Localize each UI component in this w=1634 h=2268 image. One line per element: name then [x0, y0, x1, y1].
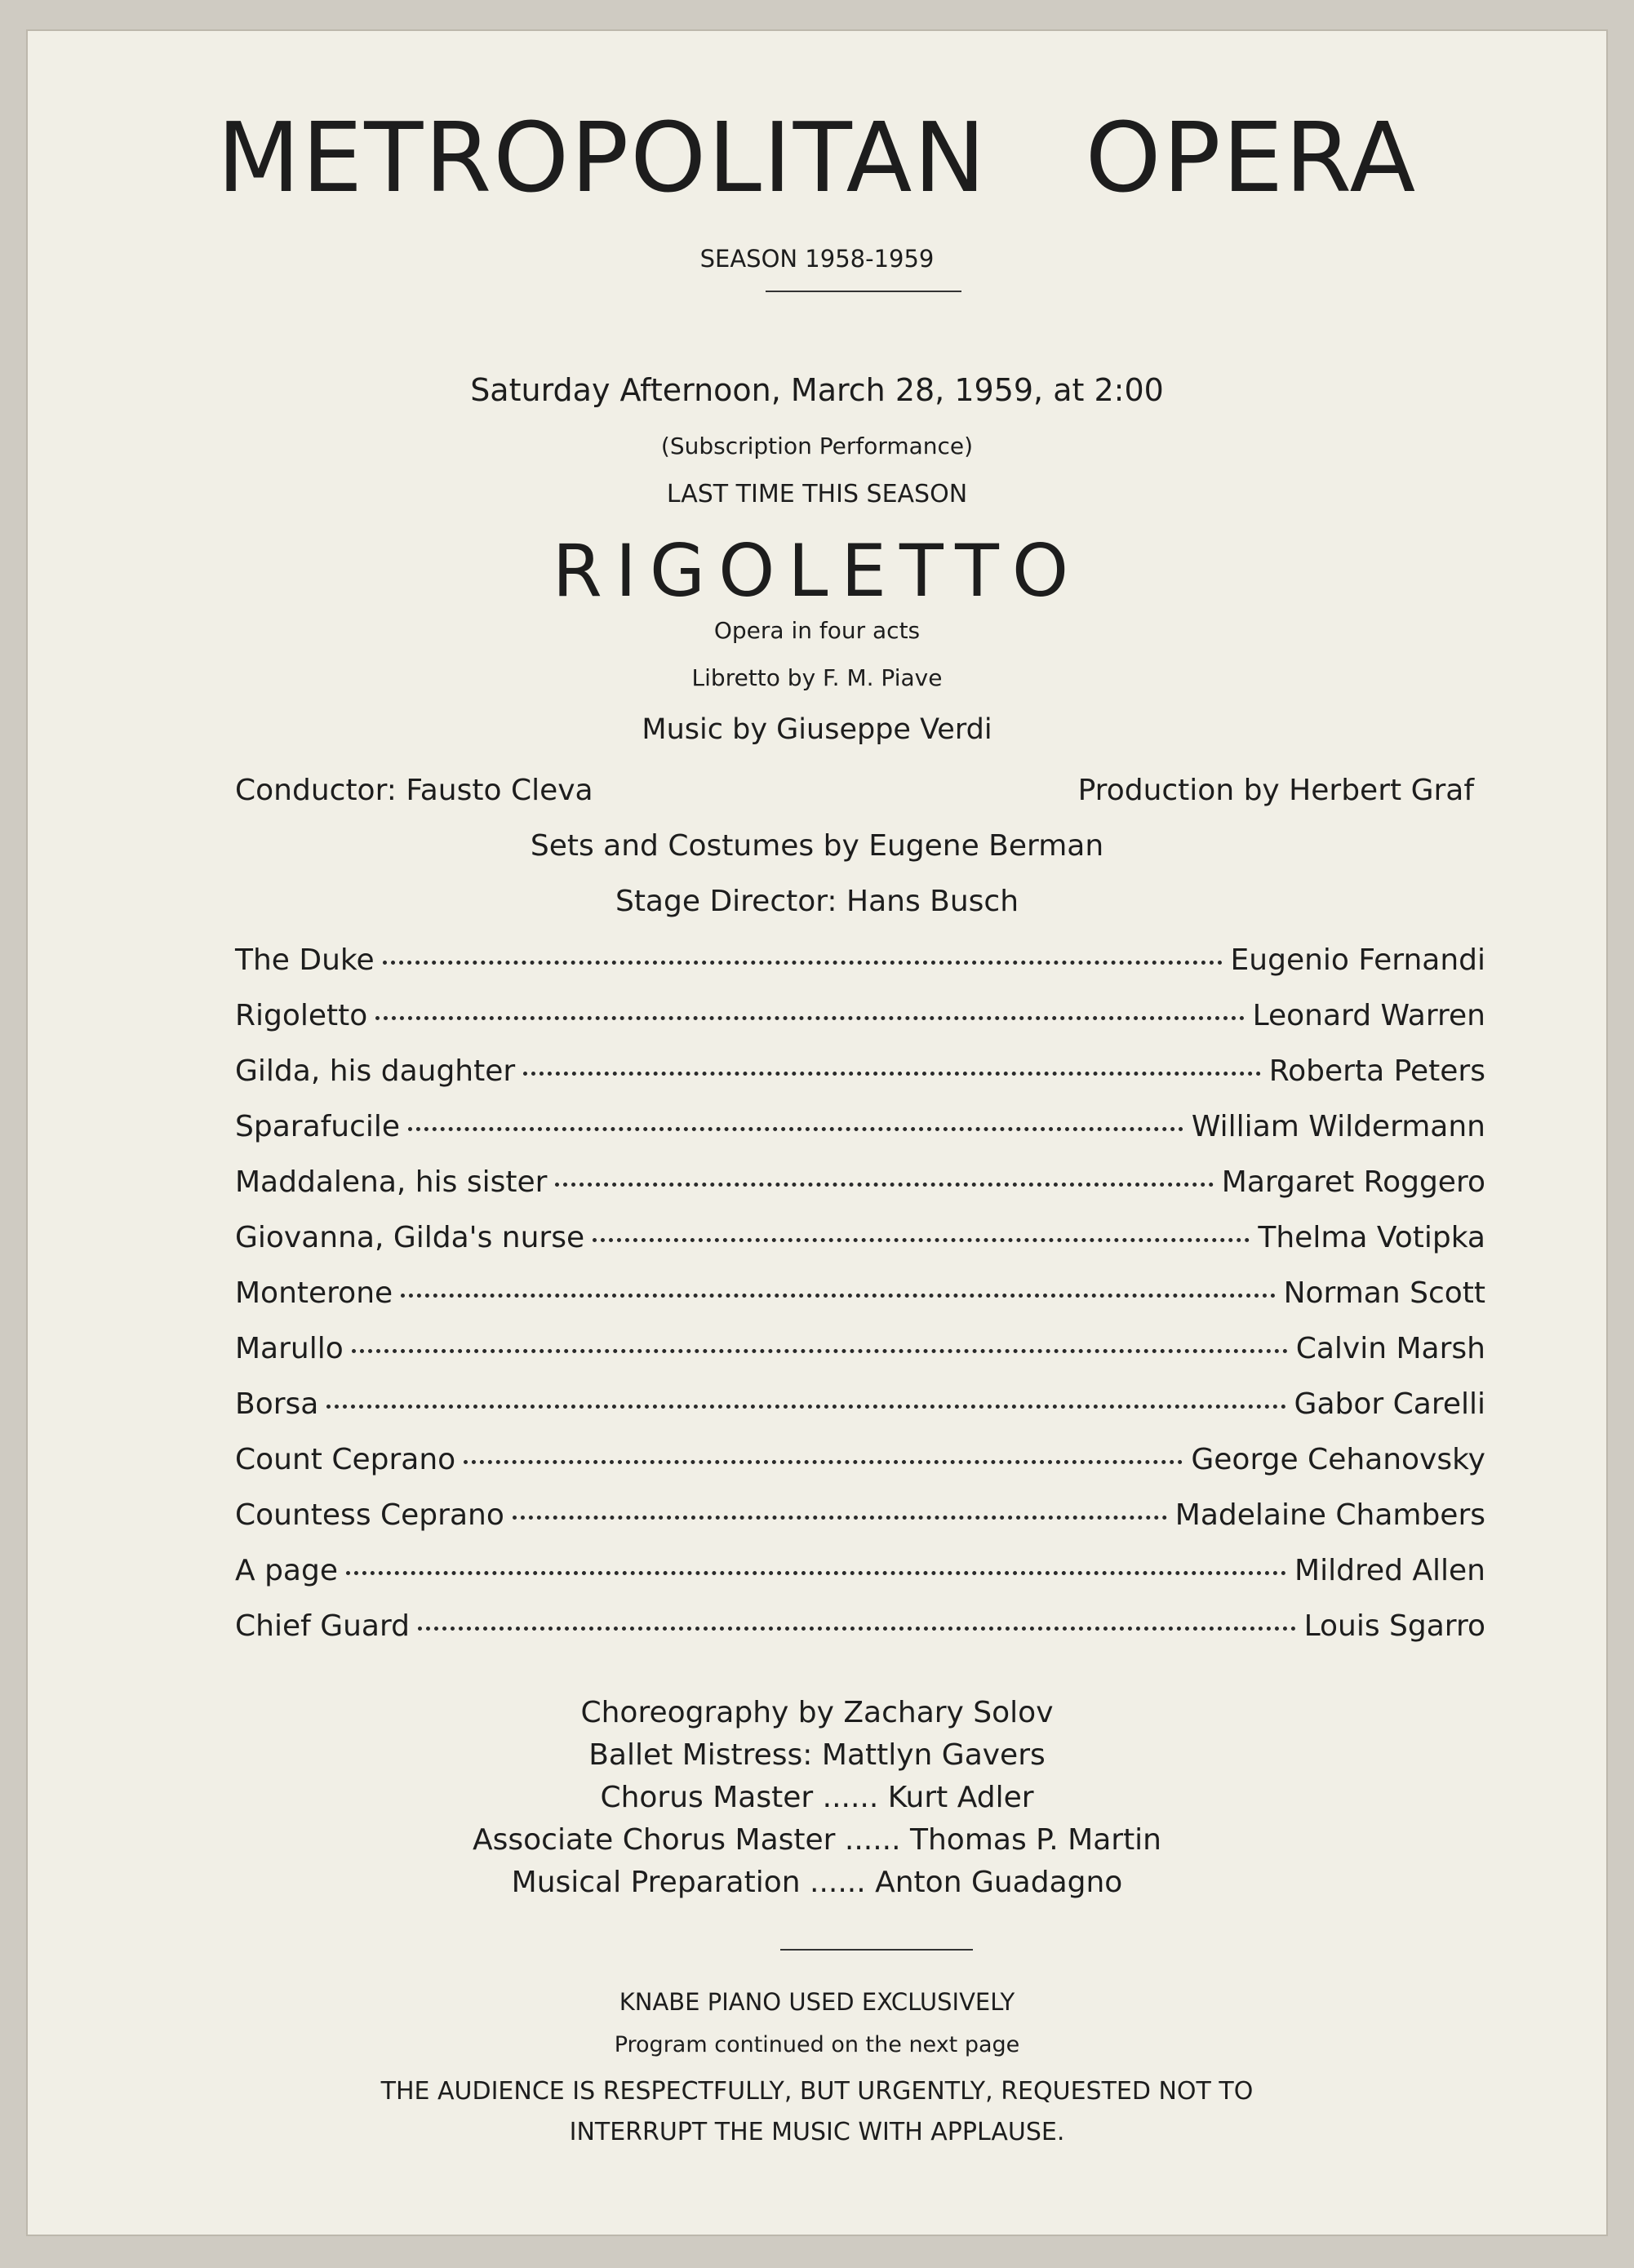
cast-singer: Roberta Peters — [1268, 1054, 1485, 1088]
cast-singer: Leonard Warren — [1252, 999, 1485, 1032]
cast-row — [235, 1443, 1485, 1498]
leader-dots — [513, 1516, 1167, 1520]
associate-chorus-master-credit: Associate Chorus Master ...... Thomas P. Martin — [472, 1823, 1161, 1857]
title-metropolitan: METROPOLITAN — [216, 101, 988, 214]
production-staff — [28, 1692, 1606, 1904]
cast-role: Borsa — [235, 1387, 319, 1421]
cast-row — [235, 1498, 1485, 1554]
opera-title: RIGOLETTO — [552, 529, 1082, 613]
program-page — [28, 31, 1606, 2235]
cast-role: Maddalena, his sister — [235, 1165, 548, 1199]
cast-role: Marullo — [235, 1332, 344, 1365]
cast-singer: William Wildermann — [1191, 1110, 1485, 1143]
cast-role: Countess Ceprano — [235, 1498, 504, 1532]
leader-dots — [464, 1460, 1183, 1464]
cast-row — [235, 1554, 1485, 1609]
cast-row — [235, 1332, 1485, 1387]
cast-singer: Margaret Roggero — [1221, 1165, 1485, 1199]
cast-role: Sparafucile — [235, 1110, 401, 1143]
cast-role: Monterone — [235, 1276, 393, 1310]
cast-role: Giovanna, Gilda's nurse — [235, 1221, 585, 1254]
cast-singer: Eugenio Fernandi — [1230, 943, 1485, 977]
cast-role: Gilda, his daughter — [235, 1054, 516, 1088]
cast-role: Rigoletto — [235, 999, 368, 1032]
divider — [766, 291, 961, 292]
cast-row — [235, 1609, 1485, 1665]
cast-row — [235, 1276, 1485, 1332]
cast-singer: Louis Sgarro — [1303, 1609, 1485, 1643]
stage-director-credit: Stage Director: Hans Busch — [615, 885, 1019, 918]
audience-notice-line: THE AUDIENCE IS RESPECTFULLY, BUT URGENTLY, REQUESTED NOT TO — [380, 2077, 1254, 2106]
musical-preparation-credit: Musical Preparation ...... Anton Guadagno — [511, 1866, 1123, 1899]
cast-singer: Mildred Allen — [1294, 1554, 1485, 1587]
cast-singer: George Cehanovsky — [1191, 1443, 1485, 1476]
leader-dots — [401, 1294, 1275, 1298]
leader-dots — [375, 1016, 1244, 1020]
cast-row — [235, 943, 1485, 999]
leader-dots — [555, 1183, 1213, 1187]
leader-dots — [352, 1349, 1288, 1353]
conductor-credit: Conductor: Fausto Cleva — [235, 774, 593, 807]
cast-singer: Thelma Votipka — [1258, 1221, 1485, 1254]
leader-dots — [523, 1072, 1261, 1076]
leader-dots — [346, 1571, 1286, 1575]
performance-type: (Subscription Performance) — [660, 433, 974, 459]
chorus-master-credit: Chorus Master ...... Kurt Adler — [600, 1781, 1034, 1814]
cast-row — [235, 1054, 1485, 1110]
cast-singer: Gabor Carelli — [1294, 1387, 1485, 1421]
opera-acts: Opera in four acts — [713, 617, 921, 644]
leader-dots — [408, 1127, 1183, 1131]
page-title — [28, 101, 1606, 214]
cast-singer: Madelaine Chambers — [1174, 1498, 1485, 1532]
cast-role: The Duke — [235, 943, 375, 977]
continued-notice: Program continued on the next page — [614, 2032, 1020, 2057]
sets-credit: Sets and Costumes by Eugene Berman — [530, 829, 1104, 863]
cast-row — [235, 1165, 1485, 1221]
title-opera: OPERA — [1085, 101, 1418, 214]
cast-row — [235, 1221, 1485, 1276]
opera-libretto: Libretto by F. M. Piave — [691, 664, 943, 691]
cast-row — [235, 1387, 1485, 1443]
cast-row — [235, 999, 1485, 1054]
cast-role: Chief Guard — [235, 1609, 411, 1643]
leader-dots — [593, 1238, 1250, 1242]
cast-role: A page — [235, 1554, 338, 1587]
cast-role: Count Ceprano — [235, 1443, 456, 1476]
performance-date: Saturday Afternoon, March 28, 1959, at 2:00 — [470, 372, 1164, 408]
divider — [780, 1949, 973, 1951]
cast-row — [235, 1110, 1485, 1165]
ballet-mistress-credit: Ballet Mistress: Mattlyn Gavers — [588, 1738, 1046, 1772]
leader-dots — [326, 1405, 1285, 1409]
cast-list — [235, 943, 1485, 1665]
opera-composer: Music by Giuseppe Verdi — [642, 713, 992, 746]
piano-notice: KNABE PIANO USED EXCLUSIVELY — [619, 1988, 1015, 2016]
audience-notice-line: INTERRUPT THE MUSIC WITH APPLAUSE. — [569, 2118, 1065, 2146]
leader-dots — [383, 961, 1223, 965]
season-label: SEASON 1958-1959 — [699, 245, 935, 273]
cast-singer: Calvin Marsh — [1295, 1332, 1485, 1365]
last-time-notice: LAST TIME THIS SEASON — [666, 480, 968, 508]
choreography-credit: Choreography by Zachary Solov — [580, 1696, 1054, 1729]
program-content — [28, 31, 1606, 2235]
leader-dots — [418, 1627, 1296, 1631]
cast-singer: Norman Scott — [1283, 1276, 1485, 1310]
audience-notice — [28, 2071, 1606, 2153]
production-credit: Production by Herbert Graf — [1077, 774, 1474, 807]
